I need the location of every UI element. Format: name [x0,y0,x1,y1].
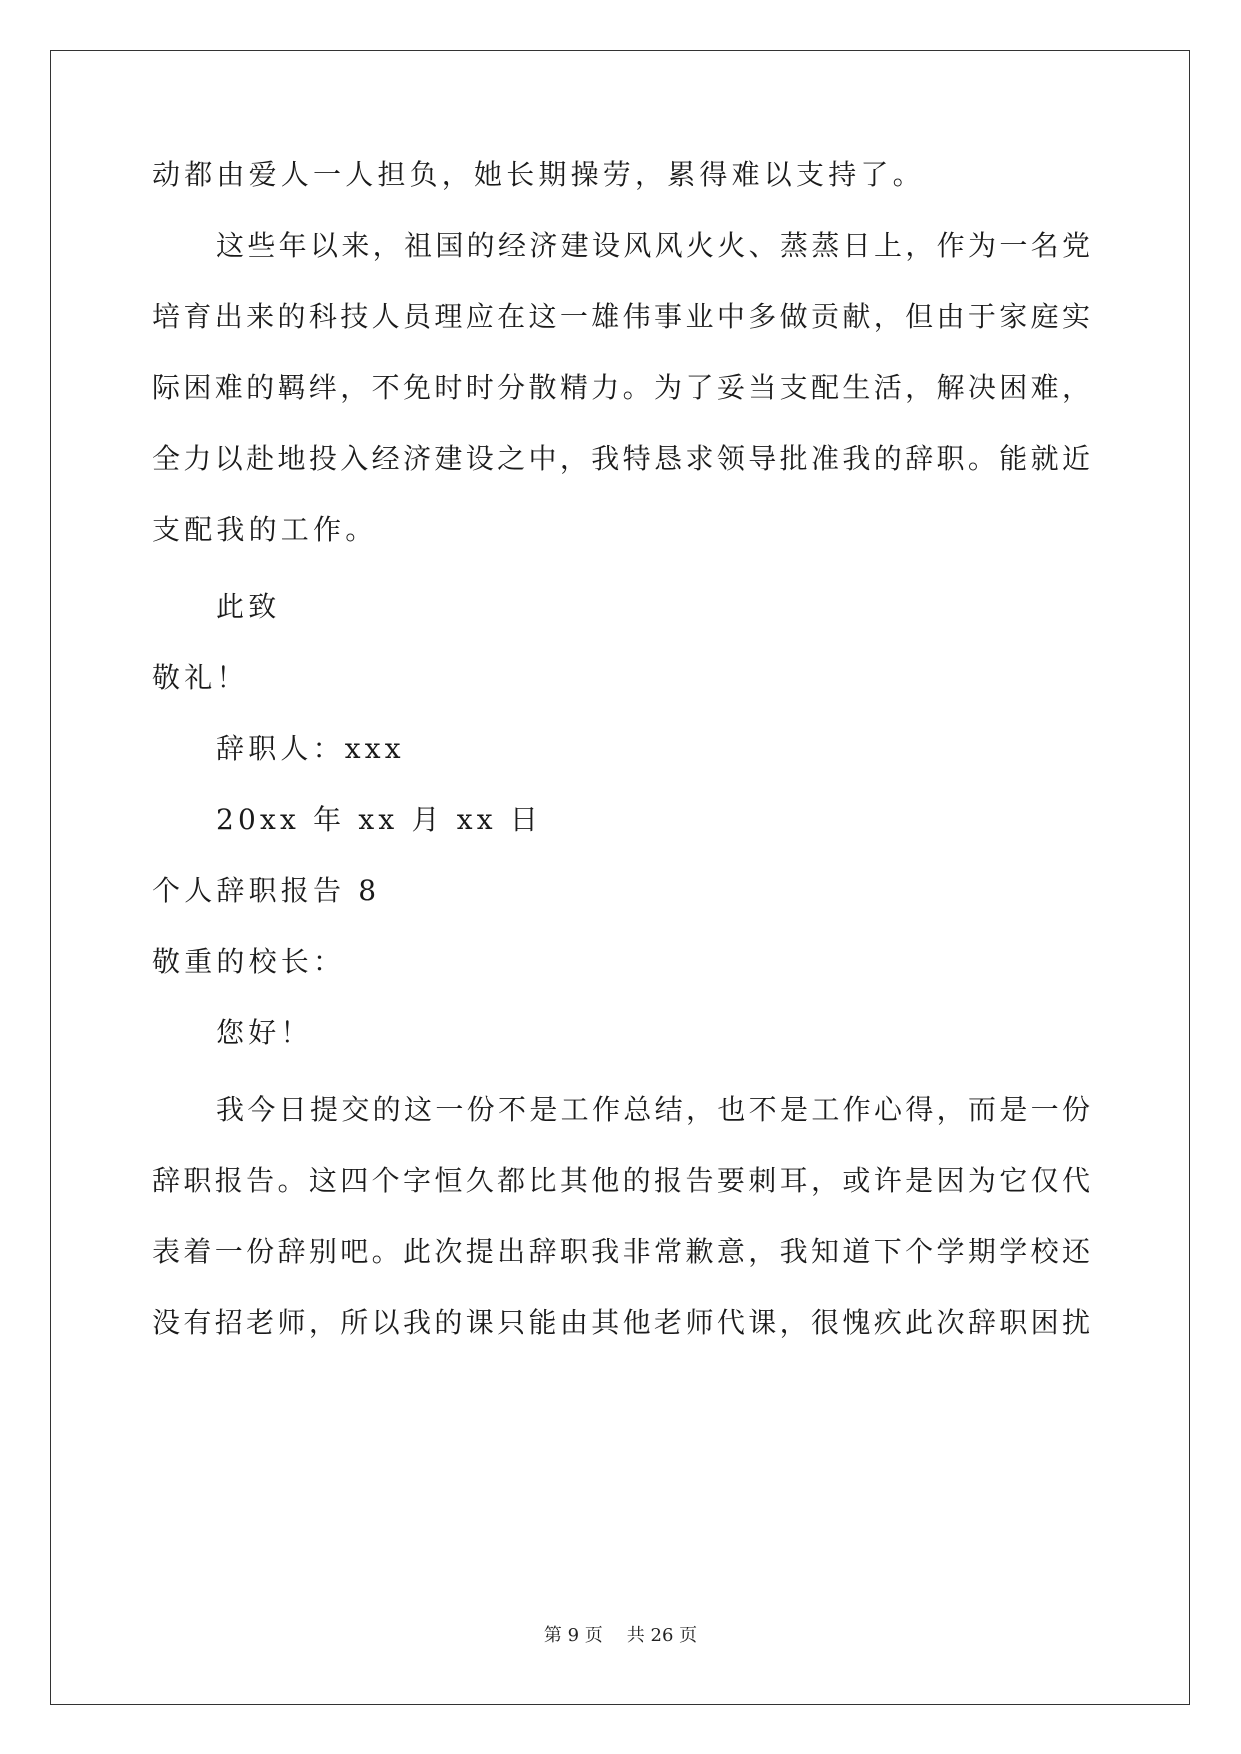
paragraph-line: 支配我的工作。 [152,513,378,546]
paragraph-line: 培育出来的科技人员理应在这一雄伟事业中多做贡献，但由于家庭实 [152,300,1090,333]
page-total: 共 26 页 [626,1625,698,1646]
paragraph-line: 我今日提交的这一份不是工作总结，也不是工作心得，而是一份 [216,1093,1090,1126]
paragraph-line: 表着一份辞别吧。此次提出辞职我非常歉意，我知道下个学期学校还 [152,1235,1090,1268]
signature-date: 20xx 年 xx 月 xx 日 [216,803,543,836]
paragraph-line: 辞职报告。这四个字恒久都比其他的报告要刺耳，或许是因为它仅代 [152,1164,1090,1197]
closing-salutation: 此致 [216,590,281,623]
paragraph-line: 没有招老师，所以我的课只能由其他老师代课，很愧疚此次辞职困扰 [152,1306,1090,1339]
page-footer [0,1624,1241,1648]
opening-greeting: 您好！ [216,1016,313,1049]
recipient-greeting: 敬重的校长： [152,945,346,978]
section-heading: 个人辞职报告 8 [152,874,381,907]
paragraph-line: 这些年以来，祖国的经济建设风风火火、蒸蒸日上，作为一名党 [216,229,1090,262]
page-number: 第 9 页 [543,1625,603,1646]
paragraph-line: 动都由爱人一人担负，她长期操劳，累得难以支持了。 [152,158,925,191]
signature-name: 辞职人：xxx [216,732,405,765]
paragraph-line: 际困难的羁绊，不免时时分散精力。为了妥当支配生活，解决困难， [152,371,1090,404]
closing-regards: 敬礼！ [152,661,249,694]
paragraph-line: 全力以赴地投入经济建设之中，我特恳求领导批准我的辞职。能就近 [152,442,1090,475]
